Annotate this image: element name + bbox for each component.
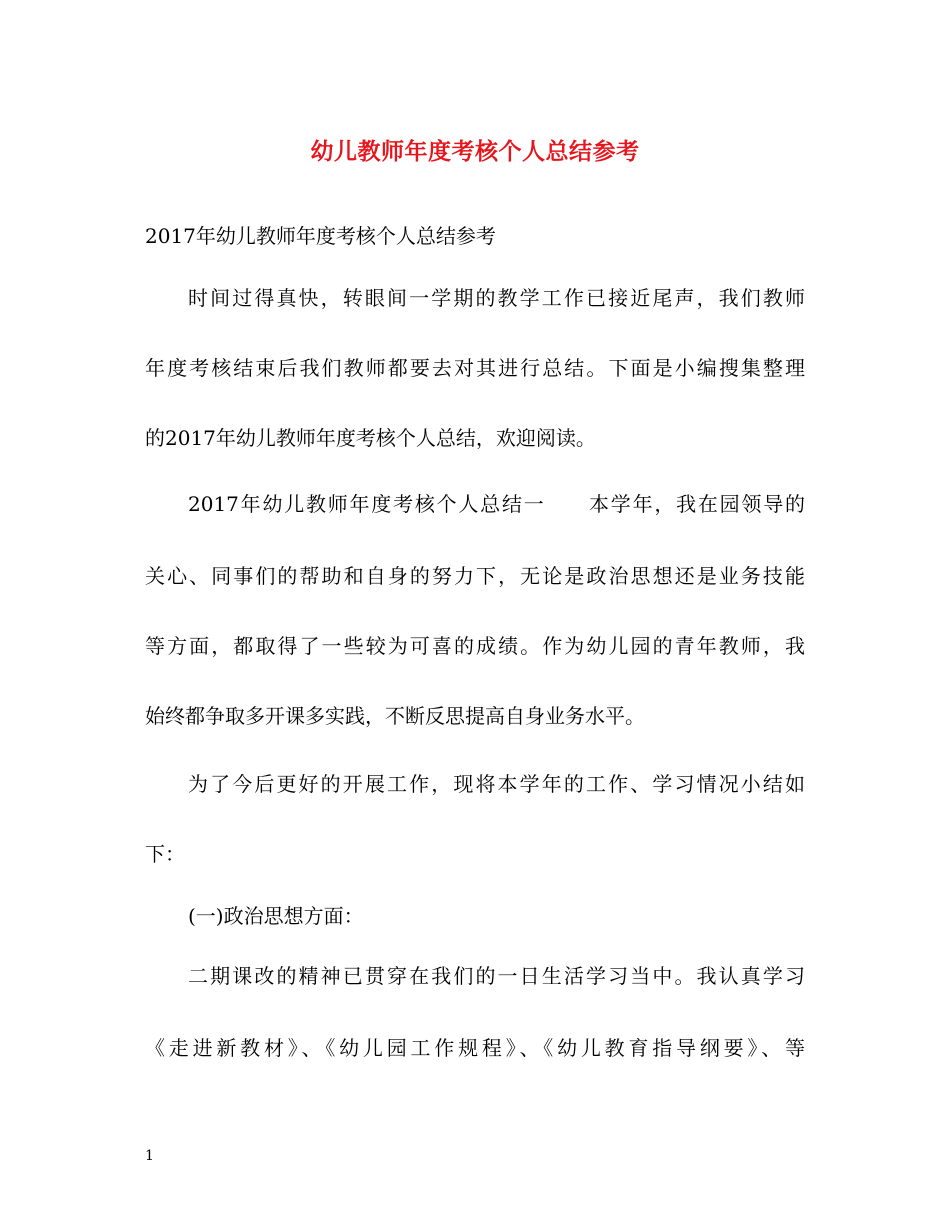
paragraph-line: 等方面，都取得了一些较为可喜的成绩。作为幼儿园的青年教师，我: [145, 634, 805, 658]
paragraph-line: 始终都争取多开课多实践，不断反思提高自身业务水平。: [145, 704, 645, 728]
paragraph-line: 年度考核结束后我们教师都要去对其进行总结。下面是小编搜集整理: [145, 356, 805, 380]
section-heading: (一)政治思想方面：: [188, 904, 364, 928]
page-number: 1: [145, 1148, 154, 1164]
paragraph-line: 2017年幼儿教师年度考核个人总结一 本学年，我在园领导的: [188, 492, 805, 516]
paragraph-line: 为了今后更好的开展工作，现将本学年的工作、学习情况小结如: [188, 772, 805, 796]
paragraph-line: 《走进新教材》、《幼儿园工作规程》、《幼儿教育指导纲要》、等: [145, 1036, 805, 1060]
paragraph-line: 二期课改的精神已贯穿在我们的一日生活学习当中。我认真学习: [188, 964, 805, 988]
paragraph-line: 时间过得真快，转眼间一学期的教学工作已接近尾声，我们教师: [188, 286, 805, 310]
paragraph-line: 关心、同事们的帮助和自身的努力下，无论是政治思想还是业务技能: [145, 564, 805, 588]
subtitle-line: 2017年幼儿教师年度考核个人总结参考: [145, 224, 496, 248]
paragraph-line: 下：: [145, 842, 185, 866]
document-title: 幼儿教师年度考核个人总结参考: [310, 138, 640, 165]
paragraph-line: 的2017年幼儿教师年度考核个人总结，欢迎阅读。: [145, 426, 596, 450]
